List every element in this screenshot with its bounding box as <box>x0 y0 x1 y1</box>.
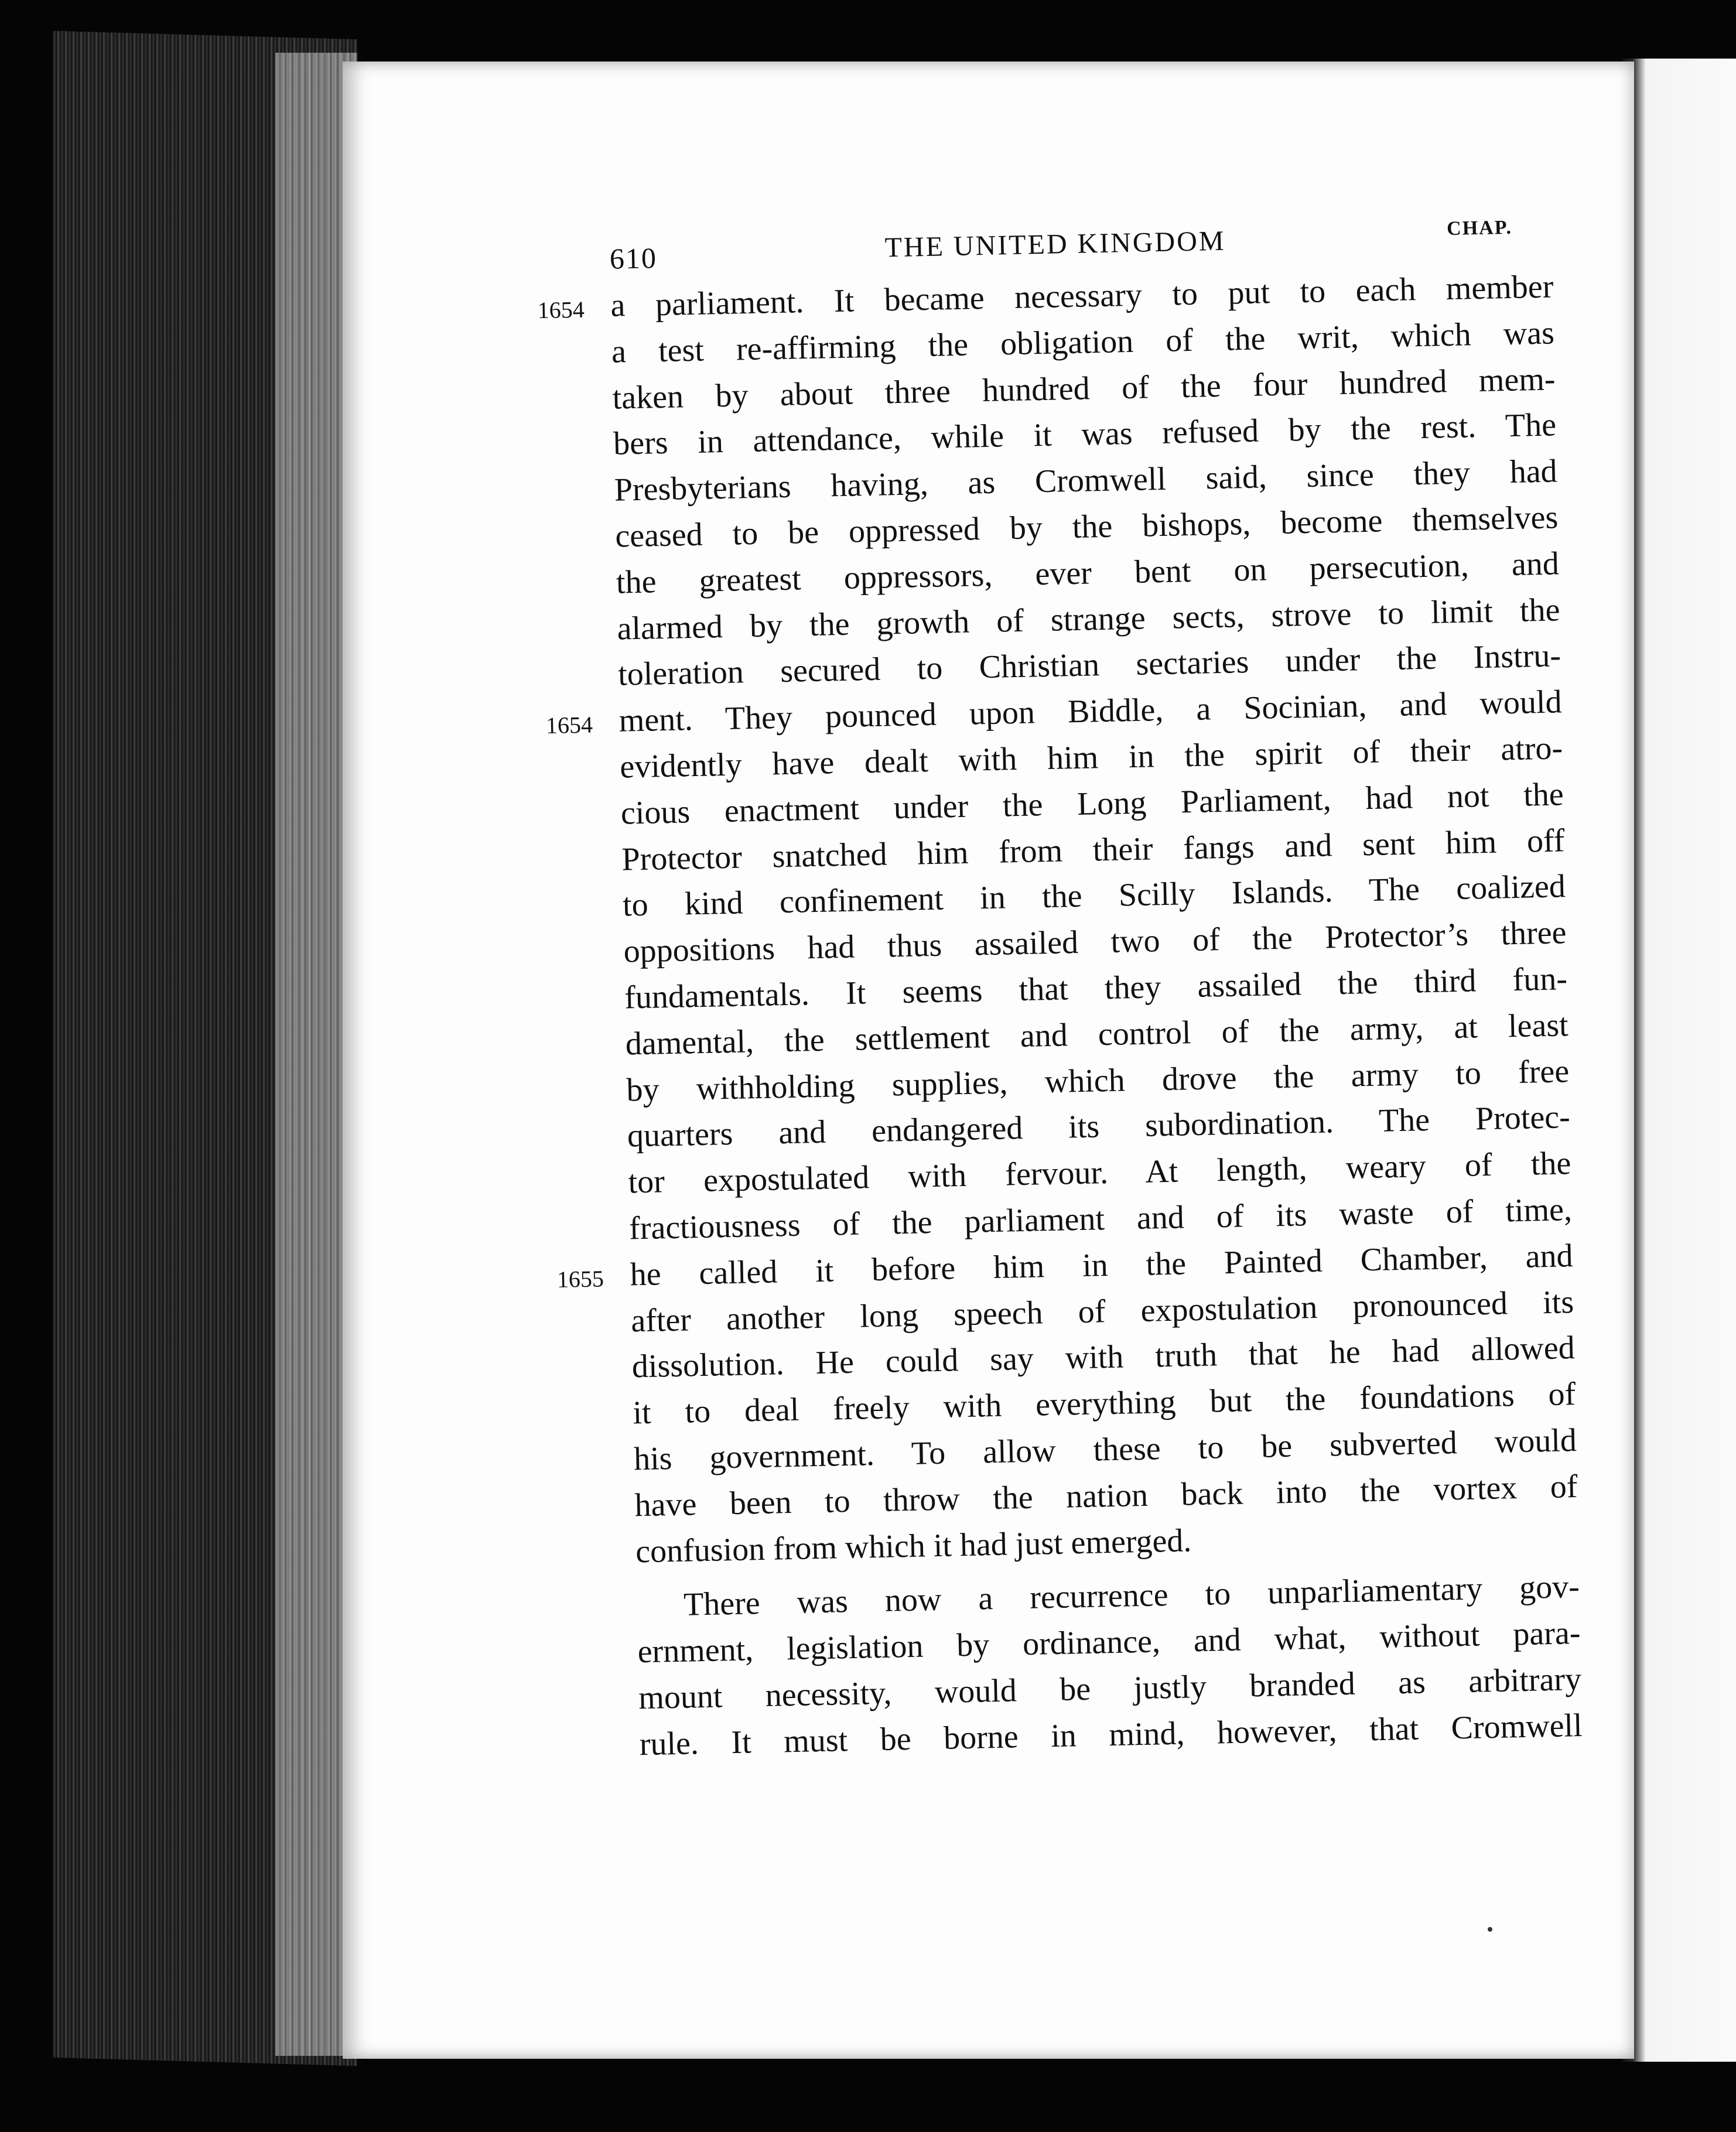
line-text: his government. To allow these to be subverted would <box>633 1422 1577 1478</box>
line-text: ment. They pounced upon Biddle, a Socinian, and would <box>618 684 1563 739</box>
line-text: damental, the settlement and control of the army, at least <box>625 1006 1569 1062</box>
margin-date: 1654 <box>545 711 593 739</box>
chapter-label: CHAP. <box>1446 216 1513 240</box>
page-number: 610 <box>609 241 658 275</box>
line-text: toleration secured to Christian sectaries under the Instru- <box>617 637 1561 693</box>
line-text: taken by about three hundred of the four hundred mem- <box>612 361 1556 416</box>
line-text: fractiousness of the parliament and of its waste of time, <box>628 1191 1573 1247</box>
line-text: cious enactment under the Long Parliament, had not the <box>620 776 1564 832</box>
line-text: quarters and endangered its subordination. The Protec- <box>627 1099 1571 1154</box>
line-text: confusion from which it had just emerged. <box>635 1522 1192 1570</box>
line-text: ceased to be oppressed by the bishops, become themselves <box>614 499 1559 555</box>
line-text: the greatest oppressors, ever bent on persecution, and <box>616 545 1560 601</box>
line-text: have been to throw the nation back into the vortex of <box>634 1468 1578 1524</box>
line-text: fundamentals. It seems that they assailed the third fun- <box>624 961 1568 1016</box>
line-text: tor expostulated with fervour. At length, weary of the <box>627 1145 1571 1201</box>
line-text: oppositions had thus assailed two of the Protector’s three <box>623 914 1567 970</box>
line-text: Protector snatched him from their fangs and sent him off <box>621 822 1565 878</box>
margin-date: 1655 <box>556 1265 604 1293</box>
facing-page-edge <box>1622 59 1736 2062</box>
line-text: mount necessity, would be justly branded as arbitrary <box>638 1660 1582 1717</box>
ink-speck <box>1488 1927 1492 1932</box>
line-text: to kind confinement in the Scilly Islands. The coalized <box>622 868 1566 924</box>
line-text: bers in attendance, while it was refused by the rest. The <box>613 406 1557 463</box>
line-text: There was now a recurrence to unparliamentary gov- <box>683 1569 1580 1624</box>
line-text: a test re-affirming the obligation of the writ, which was <box>611 315 1555 370</box>
running-title: THE UNITED KINGDOM <box>884 225 1226 264</box>
paragraph <box>537 264 1579 1576</box>
line-text: rule. It must be borne in mind, however, that Cromwell <box>639 1707 1583 1762</box>
line-text: by withholding supplies, which drove the army to free <box>626 1053 1570 1109</box>
line-text: alarmed by the growth of strange sects, strove to limit the <box>617 591 1560 647</box>
line-text: evidently have dealt with him in the spirit of their atro- <box>619 730 1563 785</box>
line-text: it to deal freely with everything but the foundations of <box>632 1376 1576 1431</box>
line-text: Presbyterians having, as Cromwell said, since they had <box>614 453 1558 508</box>
paragraph <box>572 1564 1583 1769</box>
line-text: ernment, legislation by ordinance, and what, without para- <box>637 1615 1581 1670</box>
line-text: a parliament. It became necessary to put to each member <box>610 268 1554 324</box>
margin-date: 1654 <box>537 296 585 324</box>
line-text: after another long speech of expostulation pronounced its <box>630 1283 1574 1339</box>
line-text: he called it before him in the Painted Chamber, and <box>630 1237 1574 1293</box>
body-text <box>537 264 1583 1769</box>
page-text-block <box>537 211 1583 1768</box>
line-text: dissolution. He could say with truth that he had allowed <box>631 1330 1576 1385</box>
